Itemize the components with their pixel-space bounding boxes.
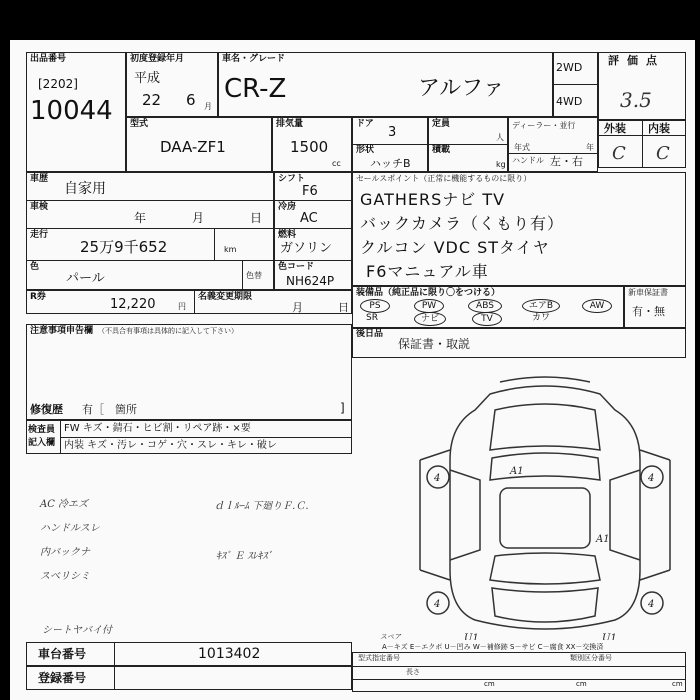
recycle-box — [26, 290, 352, 314]
check-row-1: FW キズ・錆石・ヒビ割・リペア跡・×要 — [64, 423, 251, 434]
caution-label: 注意事項申告欄 — [30, 326, 94, 336]
damage-mark: 4 — [434, 473, 441, 484]
lot-code: [2202] — [38, 77, 78, 91]
lot-label: 出品番号 — [30, 54, 67, 64]
shift-label: シフト — [278, 174, 306, 184]
recycle: 12,220 — [110, 297, 156, 312]
recycle-label: R券 — [30, 292, 46, 302]
exterior-grade: C — [612, 143, 626, 164]
doors-label: ドア — [356, 119, 374, 129]
shaken-day: 日 — [250, 211, 263, 225]
spare-label: スペア — [380, 633, 401, 641]
cc: cc — [332, 159, 341, 168]
sales-line-1: GATHERSナビ TV — [360, 190, 506, 209]
lot-number: 10044 — [30, 96, 113, 126]
sales-line-2: バックカメラ（くもり有） — [360, 214, 565, 233]
shape: ハッチB — [370, 157, 411, 170]
model-label: 車名・グレード — [222, 54, 286, 64]
shape-label: 形状 — [356, 145, 375, 155]
note-interior: 内バックナ — [40, 547, 90, 558]
damage-mark: 4 — [648, 473, 655, 484]
car-name: CR-Z — [224, 74, 287, 104]
cert-box — [352, 652, 686, 692]
chassis-label: 車台番号 — [38, 647, 87, 661]
damage-mark: 4 — [434, 599, 441, 610]
persons-unit: 人 — [496, 133, 504, 142]
equip-ps: PS — [360, 299, 390, 313]
capacity-label: 定員 — [432, 119, 451, 129]
reg-year: 22 — [142, 91, 162, 109]
equip-tv: TV — [472, 312, 502, 326]
note-scratch: ｷｽﾞ Ｅ ｽﾚｷｽﾞ — [216, 551, 273, 562]
equip-leather: カワ — [532, 313, 551, 323]
reg-label: 登録番号 — [38, 671, 87, 685]
damage-diagram — [400, 370, 690, 640]
auction-sheet: 出品番号 [2202] 10044 初度登録年月 平成 22 6 月 車名・グレード CR-Z アルファ 2WD 4WD 評価点 3.5 外装 内装 C C 型式 DAA-ZF1 排気量 1500 cc ドア 3 形状 ハッチB 定員 人 積載 kg ディーラー・並行 年式 年 ハンドル 左・右 車歴 自家用 車検 年 月 日 走行 25万9千652 km 色 パール 色替 シフト F6 冷房 AC 燃料 ガソリン 色コード NH624P R券 12,220 円 名義変更期限 月 日 セールスポイント（正常に機能するものに限り） GATHERSナビ TV バックカメラ（くもり有） クルコン VDC STタイヤ F6マニュアル車 装備品（純正品に限り〇をつける） PS PW ABS エアB AW SR ナビ TV カワ 新車保証書 有・無 注意事項申告欄 （不具合有事項は具体的に記入して下さい） 修復歴 有［ 箇所 ] 後日品 保証書・取説 検査員 記入欄 FW キズ・錆石・ヒビ割・リペア跡・×要 内装 キズ・汚レ・コゲ・穴・スレ・キレ・破レ AC 冷エズ ハンドルスレ 内バックナ スベリシミ シートヤバイ付 ｄｌﾙｰﾑ 下廻りＦ.Ｃ. ｷｽﾞ Ｅ ｽﾚｷｽﾞ A1 A1 4 4 4 4 U1 U1 スペア A－キズ E－エクボ U－凹み W－補修跡 S－サビ C－腐食 XX－交換済 車台番号 1013402 登録番号 型式指定番号 類別区分番号 長さ cm cm cm — [10, 40, 695, 700]
usage: 自家用 — [64, 181, 106, 197]
drive-4wd: 4WD — [556, 95, 583, 108]
fuel: ガソリン — [280, 241, 333, 256]
sales-line-4: F6マニュアル車 — [366, 262, 489, 281]
color-change-label: 色替 — [246, 271, 262, 280]
repair-label: 修復歴 — [30, 403, 63, 416]
grade: アルファ — [418, 76, 505, 101]
yen-unit: 円 — [178, 302, 186, 311]
reg-month: 6 — [186, 91, 196, 109]
sales-line-3: クルコン VDC STタイヤ — [360, 238, 550, 257]
cm-2: cm — [576, 680, 587, 688]
note-seat: シートヤバイ付 — [42, 625, 112, 636]
damage-mark: U1 — [602, 633, 617, 640]
fuel-label: 燃料 — [278, 230, 297, 240]
usage-label: 車歴 — [30, 174, 49, 184]
color-label: 色 — [30, 262, 40, 272]
displacement-label: 排気量 — [276, 119, 304, 129]
kg-unit: kg — [496, 160, 506, 169]
inspector-label: 検査員 — [28, 425, 56, 435]
interior-grade: C — [656, 143, 670, 164]
displacement: 1500 — [290, 138, 329, 156]
equip-pw: PW — [414, 299, 444, 313]
damage-mark: 4 — [648, 599, 655, 610]
note-ac: AC 冷エズ — [40, 499, 89, 510]
new-manual: 有・無 — [632, 305, 665, 318]
damage-mark: U1 — [464, 633, 479, 640]
damage-mark: A1 — [510, 466, 524, 477]
name-change-day: 日 — [338, 301, 349, 314]
shaken-month: 月 — [192, 211, 205, 225]
equip-navi: ナビ — [414, 312, 446, 326]
ac: AC — [300, 211, 318, 226]
after-value: 保証書・取説 — [398, 337, 471, 351]
equipment-label: 装備品（純正品に限り〇をつける） — [356, 288, 501, 298]
note-handle: ハンドルスレ — [40, 523, 100, 534]
length-label: 長さ — [406, 668, 420, 676]
score: 3.5 — [620, 88, 652, 112]
equip-abs: ABS — [468, 299, 502, 313]
handle: 左・右 — [550, 155, 583, 168]
inspector-sub: 記入欄 — [28, 438, 56, 448]
drive-2wd: 2WD — [556, 61, 583, 74]
cm-1: cm — [484, 680, 495, 688]
color: パール — [66, 271, 105, 286]
year-unit: 年 — [586, 143, 594, 152]
repair-value: 有［ 箇所 — [82, 403, 137, 416]
equip-aw: AW — [582, 299, 612, 313]
interior-label: 内装 — [648, 122, 670, 135]
shift: F6 — [302, 184, 318, 199]
handle-label: ハンドル — [512, 156, 544, 165]
cert-label: 型式指定番号 — [358, 654, 400, 662]
color-code: NH624P — [286, 274, 335, 288]
cm-3: cm — [672, 680, 683, 688]
name-change-label: 名義変更期限 — [198, 292, 253, 302]
type-label: 型式 — [130, 119, 149, 129]
equip-airbag: エアB — [522, 299, 560, 313]
after-label: 後日品 — [356, 329, 384, 339]
shaken-year: 年 — [134, 211, 147, 225]
load-label: 積載 — [432, 145, 451, 155]
exterior-label: 外装 — [604, 122, 626, 135]
year-model-label: 年式 — [514, 143, 530, 152]
mileage-label: 走行 — [30, 230, 49, 240]
doors: 3 — [388, 125, 397, 140]
type: DAA-ZF1 — [160, 138, 226, 156]
name-change-month: 月 — [292, 301, 303, 314]
damage-mark: A1 — [596, 534, 610, 545]
dealer-label: ディーラー・並行 — [512, 121, 576, 130]
era: 平成 — [134, 71, 161, 86]
mileage: 25万9千652 — [80, 238, 168, 256]
chassis: 1013402 — [198, 646, 261, 662]
damage-legend: A－キズ E－エクボ U－凹み W－補修跡 S－サビ C－腐食 XX－交換済 — [382, 643, 604, 651]
new-manual-label: 新車保証書 — [628, 288, 668, 297]
km-unit: km — [224, 245, 237, 254]
equip-sr: SR — [366, 313, 378, 323]
ac-label: 冷房 — [278, 202, 297, 212]
check-row-2: 内装 キズ・汚レ・コゲ・穴・スレ・キレ・破レ — [64, 440, 277, 451]
class-label: 類別区分番号 — [570, 654, 612, 662]
caution-box — [26, 324, 352, 420]
note-room: ｄｌﾙｰﾑ 下廻りＦ.Ｃ. — [214, 501, 309, 512]
first-reg-label: 初度登録年月 — [130, 54, 185, 64]
note-slip: スベリシミ — [40, 571, 90, 582]
sales-points-label: セールスポイント（正常に機能するものに限り） — [356, 174, 532, 183]
month-unit: 月 — [204, 102, 212, 111]
color-code-label: 色コード — [278, 262, 315, 272]
caution-sub: （不具合有事項は具体的に記入して下さい） — [98, 327, 238, 335]
score-label: 評価点 — [608, 54, 665, 67]
shaken-label: 車検 — [30, 202, 49, 212]
